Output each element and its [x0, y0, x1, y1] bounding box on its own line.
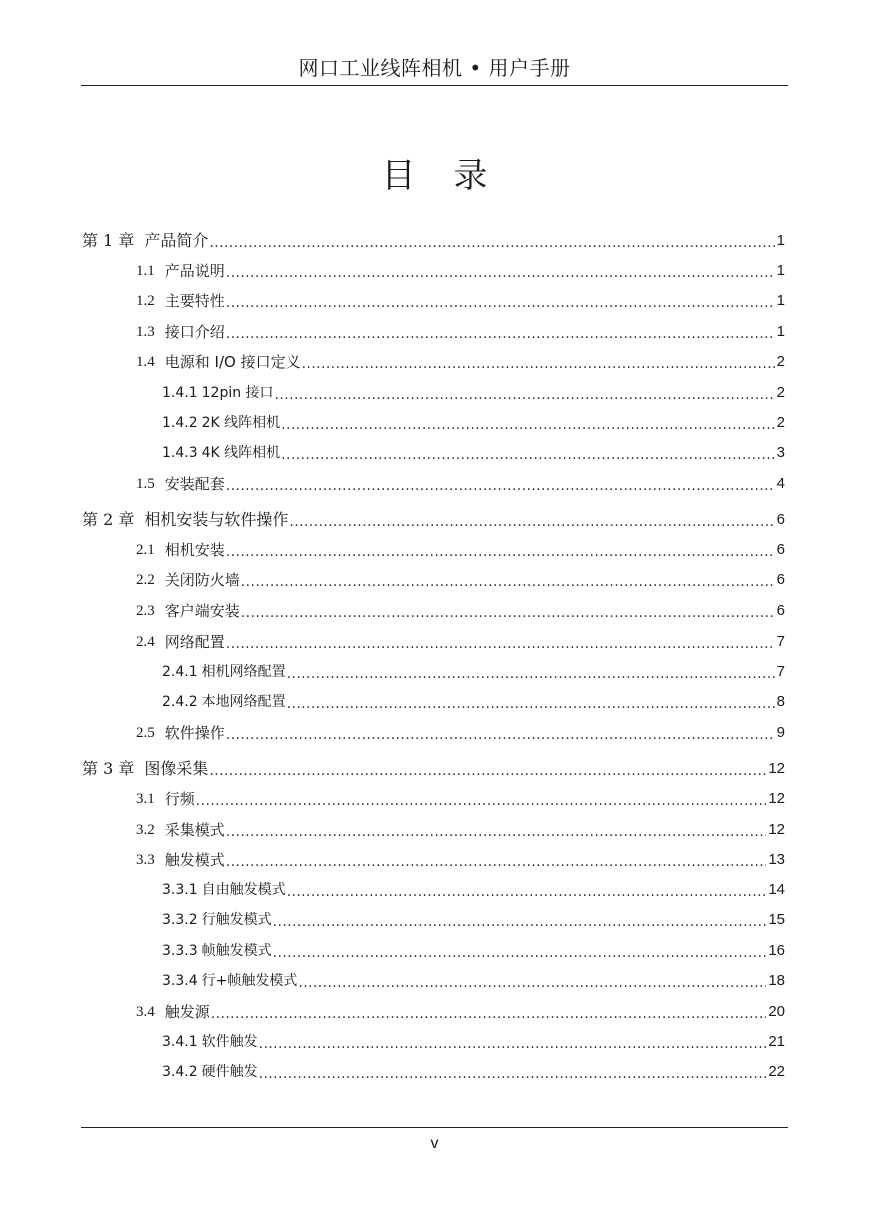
- toc-entry-number: 第 2 章: [82, 510, 135, 529]
- toc-entry-number: 2.3: [136, 603, 155, 619]
- toc-entry-page: 6: [776, 511, 785, 528]
- toc-entry-label: 主要特性: [164, 292, 225, 310]
- toc-dot-leader: [226, 540, 775, 560]
- toc-dot-leader: [281, 413, 774, 433]
- toc-entry-label: 行+帧触发模式: [201, 973, 298, 989]
- toc-entry-label: 触发模式: [164, 851, 225, 869]
- toc-entry-page: 2: [776, 384, 785, 401]
- toc-entry-label: 自由触发模式: [201, 882, 286, 898]
- toc-entry[interactable]: [162, 660, 785, 682]
- footer-divider: [81, 1127, 788, 1128]
- toc-entry[interactable]: [162, 381, 785, 403]
- toc-entry[interactable]: [136, 472, 785, 494]
- toc-entry-number: 2.4.2: [162, 694, 198, 710]
- toc-entry[interactable]: [162, 1030, 785, 1052]
- toc-dot-leader: [211, 1002, 767, 1022]
- toc-entry-label: 客户端安装: [164, 602, 240, 620]
- toc-entry-number: 第 1 章: [82, 231, 135, 250]
- toc-entry-number: 1.3: [136, 324, 155, 340]
- toc-entry[interactable]: [136, 630, 785, 652]
- toc-entry-page: 4: [776, 475, 785, 492]
- toc-dot-leader: [298, 971, 766, 991]
- toc-dot-leader: [302, 352, 775, 372]
- running-header: 网口工业线阵相机 • 用户手册: [298, 56, 571, 80]
- toc-entry-label: 关闭防火墙: [164, 571, 240, 589]
- toc-entry-number: 2.4.1: [162, 664, 198, 680]
- toc-entry-page: 2: [776, 353, 785, 370]
- toc-entry-page: 12: [768, 790, 785, 807]
- toc-entry-page: 12: [768, 821, 785, 838]
- toc-entry-number: 3.4: [136, 1004, 155, 1020]
- toc-entry-number: 3.4.2: [162, 1064, 198, 1080]
- toc-dot-leader: [259, 1032, 767, 1052]
- toc-entry-number: 2.4: [136, 634, 155, 650]
- toc-entry-page: 14: [768, 881, 785, 898]
- toc-entry-number: 3.3.4: [162, 973, 198, 989]
- toc-entry[interactable]: [136, 848, 785, 870]
- toc-entry-label: 采集模式: [164, 821, 225, 839]
- toc-dot-leader: [226, 723, 775, 743]
- toc-entry-page: 20: [768, 1003, 785, 1020]
- toc-entry[interactable]: [136, 787, 785, 809]
- toc-dot-leader: [209, 759, 766, 779]
- toc-entry[interactable]: [162, 908, 785, 930]
- toc-entry-number: 3.3.3: [162, 943, 198, 959]
- toc-entry-page: 22: [768, 1063, 785, 1080]
- toc-entry[interactable]: [136, 1000, 785, 1022]
- toc-dot-leader: [273, 910, 767, 930]
- toc-entry-label: 软件触发: [201, 1034, 258, 1050]
- toc-entry-label: 硬件触发: [201, 1064, 258, 1080]
- toc-entry-page: 1: [776, 323, 785, 340]
- toc-entry-number: 3.3: [136, 852, 155, 868]
- toc-entry-label: 安装配套: [164, 475, 225, 493]
- toc-entry-number: 2.1: [136, 542, 155, 558]
- toc-entry-number: 1.4: [136, 354, 155, 370]
- toc-entry-label: 行频: [164, 790, 195, 808]
- toc-dot-leader: [287, 662, 775, 682]
- toc-entry-page: 13: [768, 851, 785, 868]
- toc-entry-page: 1: [776, 292, 785, 309]
- toc-entry-label: 本地网络配置: [201, 694, 286, 710]
- toc-dot-leader: [273, 941, 767, 961]
- toc-dot-leader: [287, 880, 767, 900]
- toc-entry[interactable]: [136, 721, 785, 743]
- toc-entry-page: 16: [768, 942, 785, 959]
- toc-entry-label: 图像采集: [144, 759, 209, 778]
- toc-entry-page: 7: [776, 663, 785, 680]
- toc-entry[interactable]: [162, 441, 785, 463]
- toc-entry-number: 1.5: [136, 476, 155, 492]
- toc-entry[interactable]: [162, 1060, 785, 1082]
- toc-entry-page: 6: [776, 541, 785, 558]
- toc-entry-page: 6: [776, 602, 785, 619]
- toc-entry-page: 18: [768, 972, 785, 989]
- toc-entry[interactable]: [162, 878, 785, 900]
- toc-entry-number: 1.4.1: [162, 385, 198, 401]
- toc-entry[interactable]: [162, 690, 785, 712]
- toc-dot-leader: [226, 632, 775, 652]
- toc-entry-number: 3.3.1: [162, 882, 198, 898]
- page-number: v: [430, 1135, 439, 1152]
- toc-dot-leader: [241, 570, 775, 590]
- toc-dot-leader: [226, 261, 775, 281]
- toc-entry-label: 相机安装: [164, 541, 225, 559]
- toc-entry-label: 相机安装与软件操作: [144, 510, 289, 529]
- toc-dot-leader: [287, 692, 775, 712]
- toc-dot-leader: [226, 850, 767, 870]
- toc-entry-page: 15: [768, 911, 785, 928]
- toc-entry-label: 2K 线阵相机: [201, 415, 281, 431]
- toc-entry[interactable]: [136, 350, 785, 372]
- toc-entry-label: 接口介绍: [164, 323, 225, 341]
- toc-dot-leader: [226, 474, 775, 494]
- toc-entry[interactable]: [136, 320, 785, 342]
- toc-entry-label: 12pin 接口: [201, 385, 274, 401]
- toc-entry-label: 帧触发模式: [201, 943, 272, 959]
- toc-entry[interactable]: [136, 818, 785, 840]
- toc-entry-number: 2.2: [136, 572, 155, 588]
- toc-entry-number: 1.2: [136, 293, 155, 309]
- toc-entry-label: 相机网络配置: [201, 664, 286, 680]
- toc-entry-page: 12: [768, 760, 785, 777]
- toc-entry-number: 2.5: [136, 725, 155, 741]
- toc-entry[interactable]: [136, 599, 785, 621]
- toc-entry-number: 3.1: [136, 791, 155, 807]
- toc-entry[interactable]: [136, 289, 785, 311]
- toc-title: 目录: [381, 156, 526, 196]
- toc-entry-page: 6: [776, 571, 785, 588]
- toc-dot-leader: [275, 383, 775, 403]
- toc-entry[interactable]: [136, 538, 785, 560]
- toc-entry-page: 2: [776, 414, 785, 431]
- toc-dot-leader: [209, 231, 774, 251]
- toc-entry-label: 软件操作: [164, 724, 225, 742]
- header-divider: [81, 85, 788, 86]
- toc-dot-leader: [259, 1062, 767, 1082]
- toc-entry[interactable]: [162, 969, 785, 991]
- toc-entry-page: 21: [768, 1033, 785, 1050]
- toc-entry-label: 4K 线阵相机: [201, 445, 281, 461]
- toc-entry-number: 3.2: [136, 822, 155, 838]
- toc-entry-number: 第 3 章: [82, 759, 135, 778]
- toc-dot-leader: [196, 789, 767, 809]
- toc-entry-page: 8: [776, 693, 785, 710]
- toc-entry-label: 产品简介: [144, 231, 209, 250]
- toc-dot-leader: [226, 291, 775, 311]
- toc-dot-leader: [241, 601, 775, 621]
- toc-entry-label: 触发源: [164, 1003, 210, 1021]
- toc-entry[interactable]: [82, 757, 785, 779]
- toc-entry-number: 1.4.2: [162, 415, 198, 431]
- toc-entry-label: 产品说明: [164, 262, 225, 280]
- toc-dot-leader: [226, 820, 767, 840]
- toc-entry-label: 网络配置: [164, 633, 225, 651]
- toc-entry-page: 9: [776, 724, 785, 741]
- toc-entry-label: 行触发模式: [201, 912, 272, 928]
- toc-entry[interactable]: [82, 508, 785, 530]
- toc-entry[interactable]: [136, 259, 785, 281]
- toc-entry[interactable]: [82, 229, 785, 251]
- toc-entry[interactable]: [162, 939, 785, 961]
- toc-entry-number: 3.4.1: [162, 1034, 198, 1050]
- toc-entry-page: 1: [776, 262, 785, 279]
- toc-entry-number: 1.4.3: [162, 445, 198, 461]
- toc-entry-page: 1: [776, 232, 785, 249]
- toc-entry-page: 7: [776, 633, 785, 650]
- toc-entry-page: 3: [776, 444, 785, 461]
- toc-dot-leader: [226, 322, 775, 342]
- toc-entry-label: 电源和 I/O 接口定义: [164, 353, 301, 371]
- toc-entry[interactable]: [162, 411, 785, 433]
- toc-entry[interactable]: [136, 568, 785, 590]
- toc-dot-leader: [281, 443, 774, 463]
- toc-entry-number: 1.1: [136, 263, 155, 279]
- toc-dot-leader: [289, 510, 774, 530]
- toc-entry-number: 3.3.2: [162, 912, 198, 928]
